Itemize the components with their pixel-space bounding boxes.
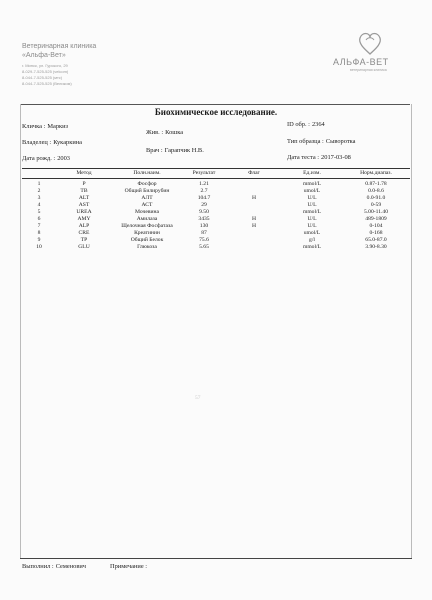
row-norm: 3.90-8.30 bbox=[365, 244, 387, 250]
field-birth bbox=[22, 155, 70, 162]
row-flag: H bbox=[251, 223, 257, 229]
table-row bbox=[22, 223, 410, 230]
row-number: 2 bbox=[37, 188, 41, 194]
row-norm: 489-1809 bbox=[365, 216, 387, 222]
row-unit: umol/L bbox=[303, 188, 321, 194]
header-unit: Ед.изм. bbox=[303, 170, 321, 176]
birth-label: Дата рожд. : bbox=[22, 155, 56, 162]
id-label: ID обр. : bbox=[287, 121, 310, 128]
right-border bbox=[411, 104, 412, 559]
row-number: 6 bbox=[37, 216, 41, 222]
clinic-address: г. Минск, ул. Гурского, 29 bbox=[22, 63, 68, 68]
clinic-phone-2: 8-044-7-525-525 (мтс) bbox=[22, 75, 63, 80]
row-unit: U/L bbox=[307, 216, 317, 222]
field-test-date bbox=[287, 154, 351, 161]
row-number: 4 bbox=[37, 202, 41, 208]
row-norm: 0-168 bbox=[369, 230, 383, 236]
row-number: 5 bbox=[37, 209, 41, 215]
row-number: 9 bbox=[37, 237, 41, 243]
row-unit: g/l bbox=[309, 237, 315, 243]
row-full-name: Глюкоза bbox=[137, 244, 157, 250]
row-result: 1.21 bbox=[199, 181, 209, 187]
row-result: 75.6 bbox=[199, 237, 209, 243]
row-full-name: Мочевина bbox=[135, 209, 159, 215]
row-method: CRE bbox=[78, 230, 90, 236]
field-sample bbox=[287, 138, 356, 145]
row-method: UREA bbox=[76, 209, 92, 215]
table-row bbox=[22, 202, 410, 209]
owner-value: Кукаркина bbox=[53, 139, 83, 146]
owner-label: Владелец : bbox=[22, 139, 52, 146]
row-full-name: Амилаза bbox=[136, 216, 158, 222]
row-full-name: Общий Билирубин bbox=[124, 188, 170, 194]
table-header-row bbox=[22, 170, 410, 177]
clinic-header bbox=[22, 42, 96, 87]
row-norm: 0.0-91.0 bbox=[366, 195, 386, 201]
row-full-name: Общий Белок bbox=[130, 237, 164, 243]
header-result: Результат bbox=[192, 170, 216, 176]
header-full-name: Полн.наим. bbox=[133, 170, 161, 176]
row-number: 1 bbox=[37, 181, 41, 187]
row-result: 104.7 bbox=[197, 195, 211, 201]
row-full-name: Фосфор bbox=[137, 181, 157, 187]
footer-divider bbox=[20, 558, 412, 559]
row-method: GLU bbox=[78, 244, 90, 250]
row-unit: umol/L bbox=[303, 230, 321, 236]
test-date-label: Дата теста : bbox=[287, 154, 320, 161]
clinic-name-line2: «Альфа-Вет» bbox=[22, 52, 66, 59]
ghost-text: 57 bbox=[195, 395, 201, 401]
sample-label: Тип образца : bbox=[287, 138, 324, 145]
table-row bbox=[22, 188, 410, 195]
row-unit: mmol/L bbox=[302, 244, 322, 250]
doctor-label: Врач : bbox=[146, 147, 163, 154]
field-performed bbox=[22, 563, 86, 570]
clinic-phone-1: 8-029-7-525-525 (velcom) bbox=[22, 69, 69, 74]
table-header-rule bbox=[22, 178, 410, 179]
doctor-value: Гарапчик Н.В. bbox=[164, 147, 204, 154]
species-value: Кошка bbox=[165, 129, 184, 136]
report-title: Биохимическое исследование. bbox=[154, 107, 278, 117]
row-flag: H bbox=[251, 195, 257, 201]
birth-value: 2003 bbox=[57, 155, 70, 162]
field-nickname bbox=[22, 123, 68, 130]
row-result: 87 bbox=[201, 230, 207, 236]
row-method: TB bbox=[80, 188, 88, 194]
field-doctor bbox=[146, 147, 204, 154]
field-id bbox=[287, 121, 325, 128]
clinic-phone-3: 8-044-7-525-525 (Великом) bbox=[22, 81, 72, 86]
table-row bbox=[22, 195, 410, 202]
row-result: 29 bbox=[201, 202, 207, 208]
row-norm: 0.87-1.78 bbox=[365, 181, 387, 187]
row-unit: mmol/L bbox=[302, 209, 322, 215]
field-owner bbox=[22, 139, 82, 146]
table-row bbox=[22, 230, 410, 237]
row-result: 5.65 bbox=[199, 244, 209, 250]
header-flag: Флаг bbox=[248, 170, 260, 176]
row-method: AMY bbox=[77, 216, 91, 222]
note-label: Примечание : bbox=[110, 563, 148, 570]
table-top-rule bbox=[22, 168, 410, 169]
row-norm: 0-104 bbox=[369, 223, 383, 229]
row-result: 3435 bbox=[198, 216, 210, 222]
row-method: P bbox=[82, 181, 86, 187]
row-unit: mmol/L bbox=[302, 181, 322, 187]
row-result: 9.50 bbox=[199, 209, 209, 215]
logo-text: АЛЬФА-ВЕТ bbox=[333, 57, 389, 67]
row-full-name: АСТ bbox=[141, 202, 153, 208]
table-row bbox=[22, 209, 410, 216]
row-norm: 0-59 bbox=[370, 202, 382, 208]
test-date-value: 2017-03-08 bbox=[321, 154, 351, 161]
row-flag: H bbox=[251, 216, 257, 222]
row-number: 7 bbox=[37, 223, 41, 229]
table-row bbox=[22, 237, 410, 244]
species-label: Жив. : bbox=[146, 129, 164, 136]
sample-value: Сыворотка bbox=[325, 138, 356, 145]
table-row bbox=[22, 216, 410, 223]
nickname-value: Маркиз bbox=[47, 123, 69, 130]
performed-value: Семенович bbox=[55, 563, 87, 570]
clinic-name-line1: Ветеринарная клиника bbox=[22, 43, 97, 50]
row-number: 10 bbox=[36, 244, 42, 250]
row-full-name: АЛТ bbox=[141, 195, 153, 201]
header-norm: Норм.диапаз. bbox=[360, 170, 392, 176]
row-norm: 65.0-87.0 bbox=[365, 237, 387, 243]
row-norm: 0.0-8.6 bbox=[368, 188, 384, 194]
row-result: 130 bbox=[199, 223, 209, 229]
performed-label: Выполнил : bbox=[22, 563, 54, 570]
logo-subtitle: ветеринарная клиника bbox=[350, 68, 387, 72]
left-border bbox=[20, 104, 21, 559]
row-unit: U/L bbox=[307, 202, 317, 208]
row-method: AST bbox=[78, 202, 90, 208]
row-number: 8 bbox=[37, 230, 41, 236]
row-method: ALP bbox=[78, 223, 90, 229]
table-row bbox=[22, 181, 410, 188]
nickname-label: Кличка : bbox=[22, 123, 46, 130]
field-species bbox=[146, 129, 183, 136]
table-row bbox=[22, 244, 410, 251]
id-value: 2364 bbox=[311, 121, 325, 128]
row-full-name: Креатинин bbox=[134, 230, 160, 236]
header-divider bbox=[20, 104, 410, 105]
row-unit: U/L bbox=[307, 195, 317, 201]
row-unit: U/L bbox=[307, 223, 317, 229]
row-norm: 5.00-11.40 bbox=[363, 209, 389, 215]
row-result: 2.7 bbox=[200, 188, 208, 194]
field-note bbox=[110, 563, 149, 570]
header-method: Метод bbox=[76, 170, 92, 176]
row-number: 3 bbox=[37, 195, 41, 201]
row-method: ALT bbox=[78, 195, 90, 201]
row-full-name: Щелочная Фосфатаза bbox=[121, 223, 173, 229]
row-method: TP bbox=[80, 237, 88, 243]
